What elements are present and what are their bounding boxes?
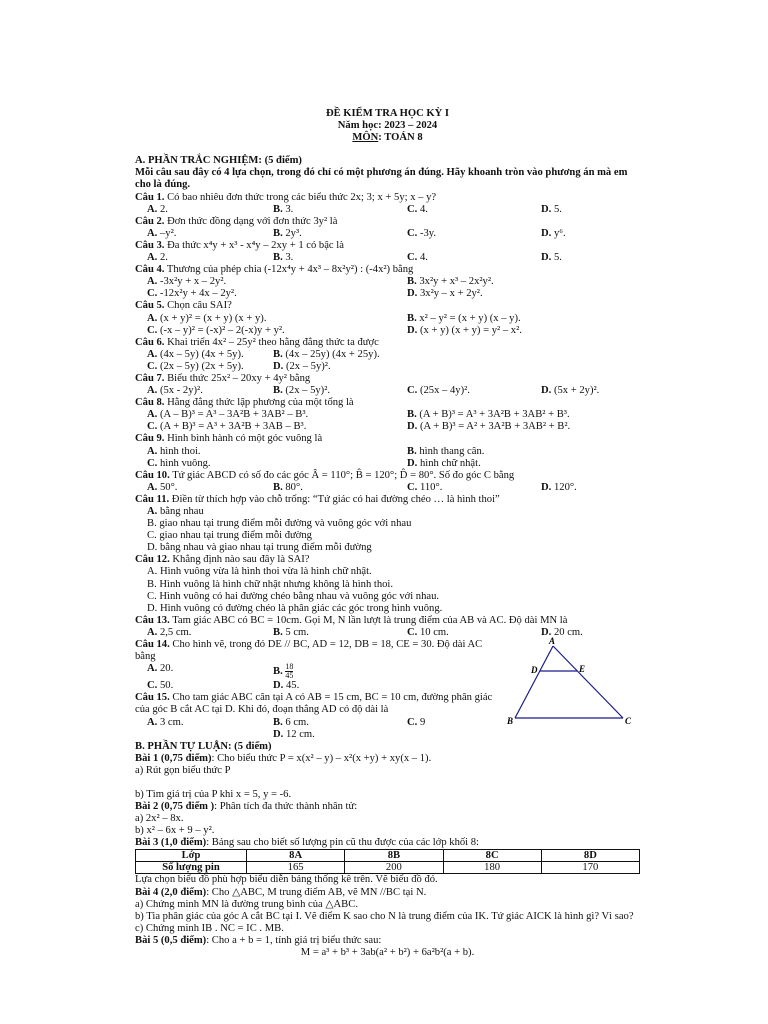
school-year: Năm học: 2023 – 2024 <box>337 120 438 132</box>
question-1: Câu 1. Có bao nhiêu đơn thức trong các biểu thức 2x; 3; x + 5y; x – y? <box>135 191 437 203</box>
exercise-4: Bài 4 (2,0 điểm): Cho △ABC, M trung điểm AB, vẽ MN //BC tại N. <box>135 886 427 898</box>
exercise-2-b: b) x² – 6x + 9 – y². <box>135 825 215 837</box>
option[interactable]: C. 110°. <box>407 481 443 493</box>
option[interactable]: B. 3. <box>273 203 294 215</box>
exercise-2: Bài 2 (0,75 điểm ): Phân tích đa thức thành nhân tử: <box>135 801 358 813</box>
option[interactable]: D. 5. <box>541 252 562 264</box>
question-3-options <box>135 252 640 264</box>
option[interactable]: D. (x + y) (x + y) = y² – x². <box>407 324 522 336</box>
option[interactable]: A. –y². <box>147 227 177 239</box>
option[interactable]: B. (4x – 25y) (4x + 25y). <box>273 348 380 360</box>
option[interactable]: A. -3x²y + x – 2y². <box>147 276 227 288</box>
option[interactable]: D. 20 cm. <box>541 626 583 638</box>
exercise-4-c: c) Chứng minh IB . NC = IC . MB. <box>135 922 284 934</box>
subject-value: : TOÁN 8 <box>378 132 423 144</box>
option[interactable]: A. (x + y)² = (x + y) (x + y). <box>147 312 267 324</box>
exercise-4-b: b) Tia phân giác của góc A cắt BC tại I. Vẽ điểm K sao cho N là trung điểm của IK. Tứ giác AICK là hình gì? Vì sao? <box>135 910 634 922</box>
fraction: $\frac{18}{45}$ <box>285 662 294 681</box>
option[interactable]: D. 12 cm. <box>273 728 315 740</box>
question-9: Câu 9. Hình bình hành có một góc vuông là <box>135 433 323 445</box>
part-b-heading: B. PHẦN TỰ LUẬN: (5 điểm) <box>135 740 272 752</box>
option[interactable]: A. hình thoi. <box>147 445 201 457</box>
option[interactable]: D. y⁶. <box>541 227 566 239</box>
exam-page <box>135 108 640 959</box>
exercise-3: Bài 3 (1,0 điểm): Bảng sau cho biết số lượng pin cũ thu được của các lớp khối 8: <box>135 837 479 849</box>
table-row <box>136 862 640 874</box>
question-13: Câu 13. Tam giác ABC có BC = 10cm. Gọi M, N lần lượt là trung điểm của AB và AC. Độ dài MN là <box>135 614 568 626</box>
question-6-options <box>135 349 640 373</box>
option[interactable]: C. 4. <box>407 203 428 215</box>
part-a-heading: A. PHẦN TRẮC NGHIỆM: (5 điểm) <box>135 155 302 167</box>
exercise-4-a: a) Chứng minh MN là đường trung bình của △ABC. <box>135 898 358 910</box>
option[interactable]: A. (4x – 5y) (4x + 5y). <box>147 348 244 360</box>
question-15: Câu 15. Cho tam giác ABC cân tại A có AB = 15 cm, BC = 10 cm, đường phân giác của góc B cắt AC tại D. Khi đó, đoạn thẳng AD có độ dài là <box>135 692 493 716</box>
option[interactable]: D. hình chữ nhật. <box>407 457 481 469</box>
option[interactable]: D. 120°. <box>541 481 577 493</box>
option[interactable]: C. 10 cm. <box>407 626 449 638</box>
option[interactable]: B. 3x²y + x³ – 2x²y². <box>407 276 494 288</box>
question-1-options <box>135 204 640 216</box>
subject-line <box>135 132 640 144</box>
option[interactable]: B. (A + B)³ = A³ + 3A²B + 3AB² + B³. <box>407 409 570 421</box>
option[interactable]: C. (25x – 4y)². <box>407 385 470 397</box>
table-cell: Lớp <box>136 850 247 862</box>
exercise-3-task: Lựa chọn biểu đồ phù hợp biểu diễn bảng thống kê trên. Vẽ biểu đồ đó. <box>135 874 438 886</box>
label-b: B <box>507 716 514 726</box>
exercise-2-a: a) 2x² – 8x. <box>135 813 184 825</box>
option[interactable]: B. 3. <box>273 252 294 264</box>
option[interactable]: A. 50°. <box>147 481 178 493</box>
exercise-1-a: a) Rút gọn biểu thức P <box>135 764 231 776</box>
question-14: Câu 14. Cho hình vẽ, trong đó DE // BC, AD = 12, DB = 18, CE = 30. Độ dài AC bằng <box>135 639 483 663</box>
option[interactable]: D. 5. <box>541 203 562 215</box>
option[interactable]: C. hình vuông. <box>147 457 211 469</box>
question-2: Câu 2. Đơn thức đồng dạng với đơn thức 3y² là <box>135 215 338 227</box>
question-5-options <box>135 313 640 337</box>
exercise-1-b: b) Tìm giá trị của P khi x = 5, y = -6. <box>135 788 292 800</box>
side-ac <box>553 646 623 718</box>
exercise-5: Bài 5 (0,5 điểm): Cho a + b = 1, tính giá trị biểu thức sau: <box>135 934 382 946</box>
option[interactable]: A. bằng nhau <box>147 506 204 517</box>
exercise-1: Bài 1 (0,75 điểm): Cho biểu thức P = x(x² – y) – x²(x +y) + xy(x – 1). <box>135 752 432 764</box>
option[interactable]: D. Hình vuông có đường chéo là phân giác các góc trong hình vuông. <box>147 602 443 614</box>
option[interactable]: A. (5x - 2y)². <box>147 385 203 397</box>
option[interactable]: D. 45. <box>273 680 300 692</box>
label-d: D <box>531 665 538 675</box>
option[interactable]: B. giao nhau tại trung điểm mỗi đường và vuông góc với nhau <box>147 518 412 530</box>
option[interactable]: B. (2x – 5y)². <box>273 385 331 397</box>
table-cell: 8C <box>443 850 541 862</box>
option[interactable]: C. 50. <box>147 680 174 692</box>
exam-title: ĐỀ KIỂM TRA HỌC KỲ I <box>325 108 450 119</box>
label-e: E <box>579 664 586 674</box>
option[interactable]: C. (A + B)³ = A³ + 3A²B + 3AB – B³. <box>147 421 307 433</box>
table-cell: 8A <box>247 850 345 862</box>
battery-table <box>135 849 640 874</box>
question-9-options <box>135 446 640 470</box>
option[interactable]: B. Hình vuông là hình chữ nhật nhưng không là hình thoi. <box>147 578 394 590</box>
question-7: Câu 7. Biểu thức 25x² – 20xy + 4y² bằng <box>135 372 311 384</box>
question-4-options <box>135 276 640 300</box>
option[interactable]: B. 5 cm. <box>273 626 309 638</box>
option[interactable]: C. Hình vuông có hai đường chéo bằng nhau và vuông góc với nhau. <box>147 590 440 602</box>
question-8-options <box>135 409 640 433</box>
part-a-instruction: Mỗi câu sau đây có 4 lựa chọn, trong đó chỉ có một phương án đúng. Hãy khoanh tròn vào phương án mà em cho là đúng. <box>135 167 628 191</box>
table-cell: 165 <box>247 862 345 874</box>
option[interactable]: A. Hình vuông vừa là hình thoi vừa là hình chữ nhật. <box>147 566 372 578</box>
option[interactable]: D. (5x + 2y)². <box>541 385 600 397</box>
option[interactable]: A. 20. <box>147 663 174 675</box>
option[interactable]: C. 9 <box>407 716 426 728</box>
subject-label: MÔN <box>352 132 379 144</box>
option[interactable]: B. $\frac{18}{45}$ <box>273 662 294 681</box>
table-cell: 180 <box>443 862 541 874</box>
side-ab <box>515 646 553 718</box>
option[interactable]: C. 4. <box>407 252 428 264</box>
exercise-5-formula: M = a³ + b³ + 3ab(a² + b²) + 6a²b²(a + b). <box>300 947 475 958</box>
option[interactable]: A. 3 cm. <box>147 716 184 728</box>
question-8: Câu 8. Hằng đẳng thức lập phương của một tổng là <box>135 397 354 409</box>
option[interactable]: B. hình thang cân. <box>407 445 485 457</box>
table-cell: 8B <box>345 850 443 862</box>
table-cell: 8D <box>541 850 639 862</box>
question-4: Câu 4. Thương của phép chia (-12x⁴y + 4x³ – 8x²y²) : (-4x²) bằng <box>135 264 414 276</box>
option[interactable]: A. 2. <box>147 203 168 215</box>
option[interactable]: C. (2x – 5y) (2x + 5y). <box>147 360 244 372</box>
option[interactable]: A. 2. <box>147 252 168 264</box>
question-11: Câu 11. Điền từ thích hợp vào chỗ trống: “Tứ giác có hai đường chéo … là hình thoi” <box>135 493 500 505</box>
option[interactable]: A. (A – B)³ = A³ – 3A²B + 3AB² – B³. <box>147 409 309 421</box>
question-7-options <box>135 385 640 397</box>
question-3: Câu 3. Đa thức x⁴y + x³ - x⁴y – 2xy + 1 có bậc là <box>135 239 344 251</box>
question-12: Câu 12. Khẳng định nào sau đây là SAI? <box>135 554 310 566</box>
option[interactable]: D. (A + B)³ = A² + 3A²B + 3AB² + B². <box>407 421 571 433</box>
option[interactable]: C. (-x – y)² = (-x)² – 2(-x)y + y². <box>147 324 285 336</box>
option[interactable]: B. 80°. <box>273 481 303 493</box>
table-cell: 200 <box>345 862 443 874</box>
option[interactable]: A. 2,5 cm. <box>147 626 192 638</box>
option[interactable]: C. -3y. <box>407 227 437 239</box>
question-5: Câu 5. Chọn câu SAI? <box>135 300 232 312</box>
option[interactable]: D. (2x – 5y)². <box>273 360 331 372</box>
question-6: Câu 6. Khai triển 4x² – 25y² theo hằng đẳng thức ta được <box>135 336 379 348</box>
label-a: A <box>549 636 556 646</box>
question-10-options <box>135 482 640 494</box>
option[interactable]: D. 3x²y – x + 2y². <box>407 288 483 300</box>
option[interactable]: B. 6 cm. <box>273 716 309 728</box>
option[interactable]: C. -12x²y + 4x – 2y². <box>147 288 237 300</box>
label-c: C <box>625 716 632 726</box>
question-2-options <box>135 228 640 240</box>
question-10: Câu 10. Tứ giác ABCD có số đo các góc Â = 110°; B̂ = 120°; D̂ = 80°. Số đo góc C bằng <box>135 469 515 481</box>
option[interactable]: C. giao nhau tại trung điểm mỗi đường <box>147 530 312 542</box>
table-row <box>136 850 640 862</box>
option[interactable]: B. 2y³. <box>273 227 302 239</box>
table-cell: Số lượng pin <box>136 862 247 874</box>
option[interactable]: D. bằng nhau và giao nhau tại trung điểm mỗi đường <box>147 542 372 554</box>
option[interactable]: B. x² – y² = (x + y) (x – y). <box>407 312 521 324</box>
triangle-figure <box>505 636 635 726</box>
table-cell: 170 <box>541 862 639 874</box>
